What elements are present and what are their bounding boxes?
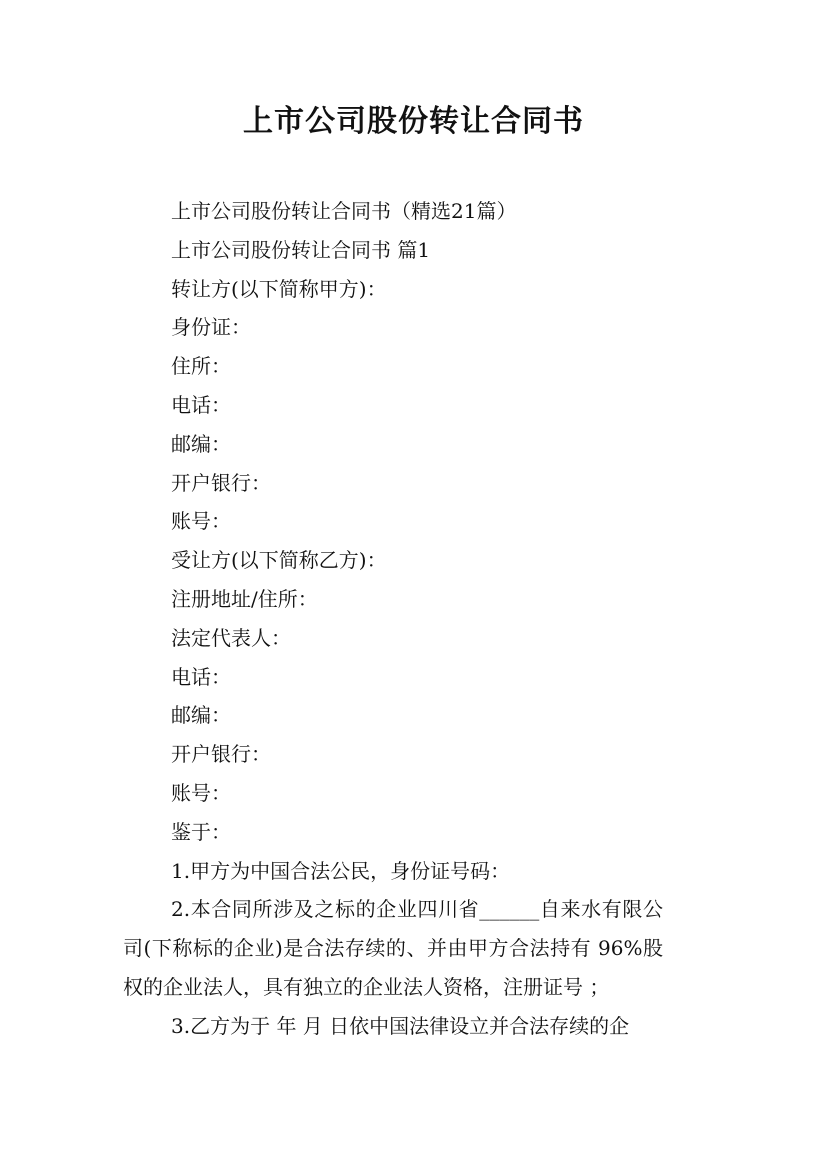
doc-line: 受让方(以下简称乙方)： bbox=[171, 548, 387, 573]
document-title: 上市公司股份转让合同书 bbox=[243, 104, 584, 139]
document-body bbox=[123, 192, 711, 1046]
doc-line: 开户银行： bbox=[171, 742, 271, 767]
doc-line: 邮编： bbox=[171, 703, 231, 728]
doc-line: 上市公司股份转让合同书（精选21篇） bbox=[171, 199, 517, 223]
doc-line: 电话： bbox=[171, 664, 231, 689]
doc-line: 开户银行： bbox=[171, 470, 271, 495]
doc-paragraph: 2.本合同所涉及之标的企业四川省______自来水有限公司(下称标的企业)是合法存续的、并由甲方合法持有 96%股权的企业法人，具有独立的企业法人资格，注册证号 ； bbox=[123, 897, 663, 999]
doc-line: 转让方(以下简称甲方)： bbox=[171, 276, 387, 301]
doc-line: 账号： bbox=[171, 780, 231, 805]
doc-line: 账号： bbox=[171, 509, 231, 534]
doc-line: 身份证： bbox=[171, 315, 251, 340]
doc-line: 电话： bbox=[171, 392, 231, 417]
doc-line: 邮编： bbox=[171, 431, 231, 456]
doc-line: 上市公司股份转让合同书 篇1 bbox=[171, 237, 431, 262]
doc-line: 住所： bbox=[171, 354, 231, 379]
doc-paragraph: 3.乙方为于 年 月 日依中国法律设立并合法存续的企 bbox=[171, 1013, 630, 1038]
doc-line: 注册地址/住所： bbox=[171, 586, 318, 611]
doc-line: 1.甲方为中国合法公民，身份证号码： bbox=[171, 858, 511, 883]
doc-line: 鉴于： bbox=[171, 819, 231, 844]
doc-line: 法定代表人： bbox=[171, 625, 291, 650]
